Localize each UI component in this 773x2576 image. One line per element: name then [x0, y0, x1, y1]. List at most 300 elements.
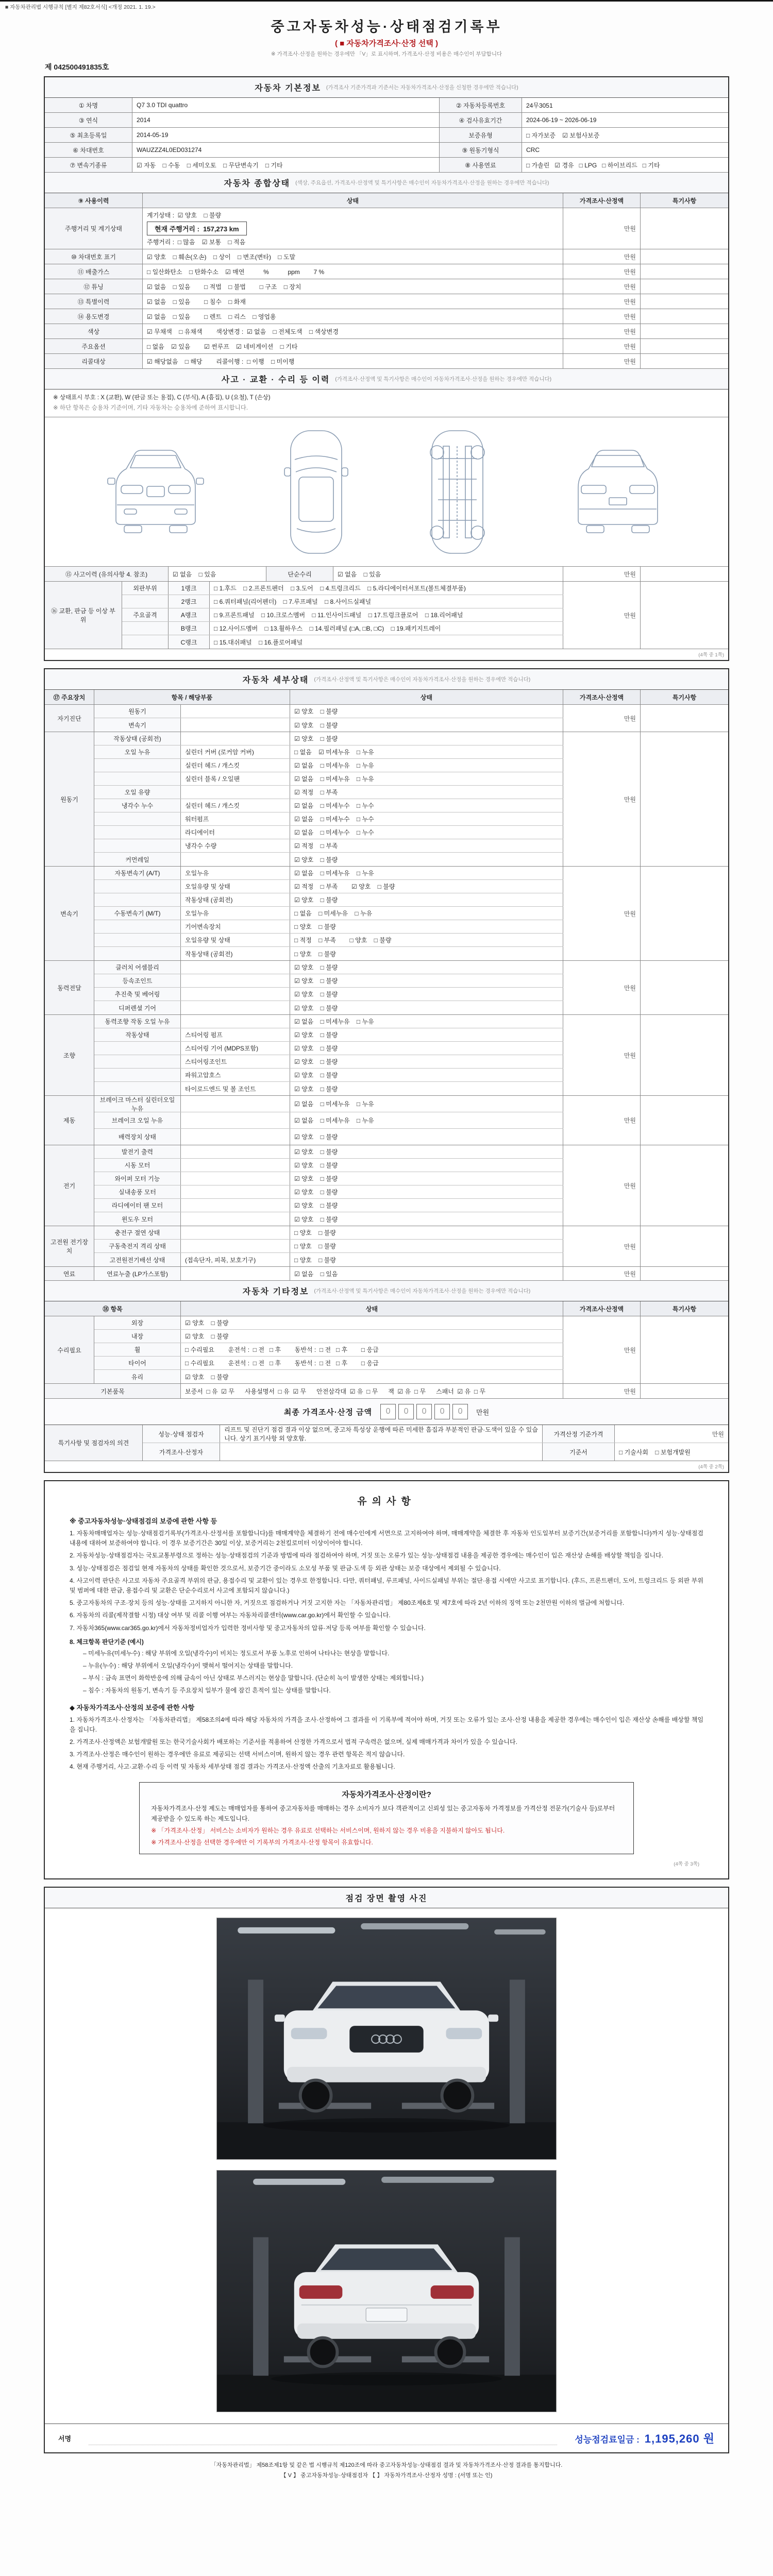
- device-item-row: [94, 1240, 563, 1253]
- field-value[interactable]: ☑ 자동 □ 수동 □ 세미오토 □ 무단변속기 □ 기타: [132, 158, 440, 172]
- item-checkboxes[interactable]: ☑ 양호 □ 불량: [290, 1185, 563, 1198]
- panel-checkboxes[interactable]: □ 9.프론트패널 □ 10.크로스멤버 □ 11.인사이드패널 □ 17.트렁크플로어 □ 18.리어패널: [210, 608, 563, 621]
- item-label: [94, 920, 181, 933]
- form-footer: [44, 2461, 729, 2481]
- item-checkboxes[interactable]: □ 수리필요 운전석 : □ 전 □ 후 동반석 : □ 전 □ 후 □ 응급: [181, 1343, 563, 1356]
- item-checkboxes[interactable]: ☑ 양호 □ 불량: [290, 961, 563, 974]
- panel-checkboxes[interactable]: □ 1.후드 □ 2.프론트펜더 □ 3.도어 □ 4.트렁크리드 □ 5.라디에이터서포트(볼트체결부품): [210, 582, 563, 595]
- item-part: [181, 1096, 290, 1112]
- basic-info-row: [45, 113, 728, 128]
- accident-history-row: [45, 567, 728, 582]
- note-blank[interactable]: [641, 705, 728, 732]
- overall-table: [45, 249, 728, 369]
- footer-line-2: 【 V 】 중고자동차성능·상태점검자 【 】 자동차가격조사·산정자 성명 : (서명 또는 인): [280, 2472, 493, 2479]
- car-damage-diagrams[interactable]: [45, 417, 728, 567]
- note-blank[interactable]: [641, 249, 728, 264]
- basic-section-title: [45, 77, 728, 98]
- price-blank[interactable]: 만원: [563, 279, 641, 294]
- row-checkboxes[interactable]: □ 없음 ☑ 있음 ☑ 썬루프 ☑ 네비게이션 □ 기타: [143, 339, 563, 353]
- row-label: ⑭ 용도변경: [45, 309, 143, 324]
- opinion-block: [45, 1425, 728, 1461]
- note-blank[interactable]: [641, 1267, 728, 1280]
- row-checkboxes[interactable]: ☑ 양호 □ 훼손(오손) □ 상이 □ 변조(변타) □ 도말: [143, 249, 563, 264]
- row-checkboxes[interactable]: ☑ 없음 □ 있음 □ 렌트 □ 리스 □ 영업용: [143, 309, 563, 324]
- note-blank[interactable]: [641, 1316, 728, 1383]
- item-part: 오일유량 및 상태: [181, 934, 290, 946]
- item-label: [94, 759, 181, 772]
- item-checkboxes[interactable]: ☑ 없음 □ 있음: [290, 1267, 563, 1280]
- basic-items-checkboxes[interactable]: 보증서 □ 유 ☑ 무 사용설명서 □ 유 ☑ 무 안전삼각대 ☑ 유 □ 무 잭 ☑ 유 □ 무 스패너 ☑ 유 □ 무: [181, 1384, 563, 1398]
- note-blank[interactable]: [641, 1096, 728, 1145]
- col-item: ⑱ 항목: [45, 1301, 181, 1316]
- item-checkboxes[interactable]: □ 수리필요 운전석 : □ 전 □ 후 동반석 : □ 전 □ 후 □ 응급: [181, 1357, 563, 1369]
- item-part: [181, 1001, 290, 1014]
- price-survey-select[interactable]: ( ■ 자동차가격조사·산정 선택 ): [334, 39, 439, 48]
- exchange-label: ⑯ 교환, 판금 등 이상 부위: [45, 582, 122, 649]
- item-part: 작동상태 (공회전): [181, 893, 290, 906]
- item-part: [181, 1145, 290, 1158]
- row-label: 리콜대상: [45, 354, 143, 368]
- panel-checkboxes[interactable]: □ 15.대쉬패널 □ 16.플로어패널: [210, 635, 563, 649]
- note-blank[interactable]: [641, 1384, 728, 1398]
- fee-label: 성능점검료일금 :: [575, 2435, 640, 2445]
- item-checkboxes[interactable]: ☑ 양호 □ 불량: [290, 1069, 563, 1081]
- field-label: ⑨ 원동기형식: [440, 143, 522, 157]
- row-label: ⑩ 차대번호 표기: [45, 249, 143, 264]
- item-checkboxes[interactable]: ☑ 양호 □ 불량: [181, 1370, 563, 1383]
- diagram-rear-view: [564, 444, 672, 539]
- mileage-value[interactable]: [143, 208, 563, 249]
- panel-checkboxes[interactable]: □ 6.쿼터패널(리어펜더) □ 7.루프패널 □ 8.사이드실패널: [210, 595, 563, 608]
- field-label: ⑥ 차대번호: [45, 143, 132, 157]
- item-checkboxes[interactable]: ☑ 양호 □ 불량: [290, 1055, 563, 1068]
- notices-list-2: [70, 1715, 703, 1772]
- device-item-row: [94, 1042, 563, 1055]
- accident-title-note: (가격조사·산정액 및 특기사항은 매수인이 자동차가격조사·산정을 원하는 경우에만 적습니다): [335, 376, 552, 382]
- item-part: [181, 1240, 290, 1252]
- price-blank[interactable]: 만원: [563, 1145, 641, 1226]
- row-label: ⑪ 배출가스: [45, 264, 143, 279]
- signature-area[interactable]: [89, 2432, 557, 2445]
- device-item-row: [94, 1028, 563, 1042]
- row-checkboxes[interactable]: ☑ 없음 □ 있음 □ 침수 □ 화재: [143, 294, 563, 309]
- note-blank[interactable]: [641, 264, 728, 279]
- device-group: [45, 867, 728, 961]
- item-checkboxes[interactable]: □ 양호 □ 불량: [290, 947, 563, 960]
- device-item-row: [94, 839, 563, 853]
- row-checkboxes[interactable]: ☑ 없음 □ 있음 □ 적법 □ 불법 □ 구조 □ 장치: [143, 279, 563, 294]
- row-label: 주요옵션: [45, 339, 143, 353]
- note-blank[interactable]: [641, 567, 728, 581]
- item-label: 냉각수 누수: [94, 799, 181, 812]
- device-item-row: [94, 745, 563, 759]
- section-photos: [44, 1887, 729, 2453]
- overall-title-text: 자동차 종합상태: [224, 179, 291, 188]
- device-item-row: [94, 718, 563, 732]
- device-name: 고전원 전기장치: [45, 1226, 94, 1266]
- item-checkboxes[interactable]: □ 없음 □ 미세누유 □ 누유: [290, 907, 563, 920]
- price-blank[interactable]: 만원: [563, 294, 641, 309]
- item-checkboxes[interactable]: ☑ 양호 □ 불량: [290, 1159, 563, 1172]
- overall-row: [45, 324, 728, 339]
- price-blank[interactable]: 만원: [563, 1015, 641, 1095]
- field-label: ④ 검사유효기간: [440, 113, 522, 127]
- item-label: 수동변속기 (M/T): [94, 907, 181, 920]
- rank-row: [122, 608, 563, 622]
- opinion-row-appraiser: [143, 1443, 728, 1461]
- note-blank[interactable]: [641, 324, 728, 338]
- price-blank[interactable]: 만원: [563, 961, 641, 1014]
- item-checkboxes[interactable]: ☑ 없음 □ 미세누수 □ 누수: [290, 826, 563, 839]
- price-blank[interactable]: 만원: [563, 582, 641, 649]
- item-label: 커먼레일: [94, 853, 181, 866]
- notice-paragraph: 3. 가격조사·산정은 매수인이 원하는 경우에만 유료로 제공되는 선택 서비스이며, 원하지 않는 경우 관련 항목은 적지 않습니다.: [70, 1751, 405, 1758]
- field-label: ⑤ 최초등록일: [45, 128, 132, 142]
- item-checkboxes[interactable]: ☑ 없음 □ 미세누유 □ 누유: [290, 772, 563, 785]
- item-label: 클러치 어셈블리: [94, 961, 181, 974]
- note-blank[interactable]: [641, 309, 728, 324]
- note-blank[interactable]: [641, 961, 728, 1014]
- field-value[interactable]: 2014: [132, 113, 440, 127]
- note-blank[interactable]: [641, 279, 728, 294]
- item-checkboxes[interactable]: ☑ 양호 □ 불량: [290, 732, 563, 745]
- item-checkboxes[interactable]: ☑ 적정 □ 부족 ☑ 양호 □ 불량: [290, 880, 563, 893]
- device-item-row: [94, 1253, 563, 1266]
- item-checkboxes[interactable]: □ 양호 □ 불량: [290, 1226, 563, 1239]
- field-label: ⑦ 변속기종류: [45, 158, 132, 172]
- notice-paragraph: 2. 가격조사·산정액은 보험개발원 또는 한국기술사회가 배포하는 기준서를 적용하여 산정한 가격으로서 법적 구속력은 없으며, 실제 매매가격과 차이가 있을 수 있습니다.: [70, 1738, 517, 1745]
- price-blank[interactable]: 만원: [563, 249, 641, 264]
- judge-item: – 부식 : 금속 표면이 화학반응에 의해 금속이 아닌 상태로 부스러지는 현상을 말합니다. (단순히 녹이 발생한 상태는 제외합니다.): [83, 1674, 424, 1682]
- price-blank[interactable]: 만원: [563, 324, 641, 338]
- item-part: [181, 1199, 290, 1212]
- photos-section-title: [45, 1888, 728, 1908]
- diagram-underbody-view: [423, 428, 492, 556]
- accident-history-checkboxes[interactable]: ☑ 없음 □ 있음: [169, 567, 266, 581]
- field-value[interactable]: 24무3051: [526, 101, 553, 109]
- item-checkboxes[interactable]: ☑ 없음 □ 미세누유 □ 누유: [290, 1096, 563, 1112]
- inspector-label: 성능·상태 점검자: [143, 1425, 220, 1443]
- rank-label: C랭크: [169, 635, 210, 649]
- device-items: [94, 1145, 563, 1226]
- device-item-row: [94, 772, 563, 786]
- item-checkboxes[interactable]: ☑ 양호 □ 불량: [290, 974, 563, 987]
- item-checkboxes[interactable]: ☑ 없음 □ 미세누유 □ 누유: [290, 759, 563, 772]
- basis-price-blank[interactable]: 만원: [712, 1430, 724, 1438]
- mileage-label: 주행거리 및 계기상태: [45, 208, 143, 249]
- field-value[interactable]: 2024-06-19 ~ 2026-06-19: [526, 116, 597, 124]
- item-part: 오일누유: [181, 867, 290, 879]
- device-name: 제동: [45, 1096, 94, 1145]
- detail-section-title: [45, 669, 728, 690]
- simple-repair-checkboxes[interactable]: ☑ 없음 □ 있음: [333, 567, 563, 581]
- price-blank[interactable]: 만원: [563, 1267, 641, 1280]
- inspection-photo-rear: [216, 2170, 557, 2412]
- final-amount-digit[interactable]: 0: [416, 1404, 432, 1419]
- item-label: 작동상태 (공회전): [94, 732, 181, 745]
- note-blank[interactable]: [641, 1145, 728, 1226]
- notice-paragraph: 1. 자동차매매업자는 성능·상태점검기록부(가격조사·산정서를 포함합니다)를 매매계약을 체결하기 전에 매수인에게 서면으로 고지하여야 하며, 매매계약을 체결한 후 자동차 인도일부터 보증기간(보증거리를 포함합니다)까지 성능·상태점검 내용에 대하여 보증하여야 합니다. 이 경우 보증기간은 30일 이상, 보증거리는 2천킬로미터 이상이어야 합니다.: [70, 1530, 703, 1547]
- item-checkboxes[interactable]: □ 없음 ☑ 미세누유 □ 누유: [290, 745, 563, 758]
- note-blank[interactable]: [641, 1015, 728, 1095]
- item-checkboxes[interactable]: ☑ 양호 □ 불량: [181, 1330, 563, 1343]
- item-checkboxes[interactable]: □ 양호 □ 불량: [290, 1240, 563, 1252]
- item-checkboxes[interactable]: ☑ 양호 □ 불량: [290, 988, 563, 1001]
- note-blank[interactable]: [641, 1226, 728, 1266]
- device-item-row: [94, 1112, 563, 1129]
- item-label: 발전기 출력: [94, 1145, 181, 1158]
- item-label: 추진축 및 베어링: [94, 988, 181, 1001]
- device-item-row: [94, 974, 563, 988]
- panel-checkboxes[interactable]: □ 12.사이드멤버 □ 13.휠하우스 □ 14.필러패널 (□A, □B, □C) □ 19.패키지트레이: [210, 622, 563, 635]
- item-part: 워터펌프: [181, 812, 290, 825]
- notice-paragraph: 3. 성능·상태점검은 점검일 현재 자동차의 상태를 확인한 것으로서, 보증기간 중이라도 소모성 부품 및 판금·도색 등 외관 상태는 보증 대상에서 제외될 수 있습니다.: [70, 1564, 501, 1572]
- mileage-range-checkboxes[interactable]: 주행거리 : □ 많음 ☑ 보통 □ 적음: [147, 239, 246, 246]
- item-checkboxes[interactable]: ☑ 양호 □ 불량: [290, 1172, 563, 1185]
- basic-info-row: [45, 98, 728, 113]
- item-part: [181, 974, 290, 987]
- final-amount-digit[interactable]: 0: [452, 1404, 468, 1419]
- notice-paragraph: 5. 중고자동차의 구조·장치 등의 성능·상태를 고지하지 아니한 자, 거짓으로 점검하거나 거짓 고지한 자는 「자동차관리법」 제80조제6호 및 제7호에 따라 2년 이하의 징역 또는 2천만원 이하의 벌금에 처합니다.: [70, 1599, 625, 1607]
- price-survey-note: ※ 가격조사·산정을 원하는 경우에만 「V」로 표시하며, 가격조사·산정 비용은 매수인이 부담합니다: [271, 51, 502, 57]
- item-checkboxes[interactable]: ☑ 없음 □ 미세누유 □ 누유: [290, 1015, 563, 1028]
- price-blank[interactable]: 만원: [563, 1316, 641, 1383]
- item-checkboxes[interactable]: ☑ 양호 □ 불량: [290, 1001, 563, 1014]
- item-checkboxes[interactable]: □ 적정 □ 부족 □ 양호 □ 불량: [290, 934, 563, 946]
- inspection-form: [44, 11, 729, 2481]
- col-state: 상태: [143, 193, 563, 208]
- item-part: [181, 1212, 290, 1226]
- item-checkboxes[interactable]: ☑ 없음 □ 미세누수 □ 누수: [290, 799, 563, 812]
- row-label: ⑬ 특별이력: [45, 294, 143, 309]
- item-part: [181, 718, 290, 732]
- item-checkboxes[interactable]: □ 양호 □ 불량: [290, 920, 563, 933]
- item-checkboxes[interactable]: ☑ 양호 □ 불량: [290, 1042, 563, 1055]
- device-item-row: [94, 786, 563, 799]
- detail-table: [45, 705, 728, 1281]
- item-label: [94, 1055, 181, 1068]
- device-item-row: [94, 853, 563, 866]
- item-part: 실린더 커버 (로커암 커버): [181, 745, 290, 758]
- item-checkboxes[interactable]: ☑ 양호 □ 불량: [290, 705, 563, 718]
- price-blank[interactable]: 만원: [563, 354, 641, 368]
- basic-items-row: [45, 1384, 728, 1399]
- device-item-row: [94, 893, 563, 907]
- device-item-row: [94, 1055, 563, 1069]
- note-blank[interactable]: [641, 867, 728, 960]
- device-item-row: [94, 934, 563, 947]
- judge-title: 8. 체크항목 판단기준 (예시): [70, 1638, 144, 1646]
- field-value[interactable]: 2014-05-19: [132, 128, 440, 142]
- note-blank[interactable]: [641, 582, 728, 649]
- item-checkboxes[interactable]: ☑ 양호 □ 불량: [290, 893, 563, 906]
- item-part: 실린더 헤드 / 개스킷: [181, 799, 290, 812]
- device-item-row: [94, 812, 563, 826]
- device-item-row: [94, 1172, 563, 1185]
- item-checkboxes[interactable]: ☑ 양호 □ 불량: [290, 718, 563, 732]
- final-amount-digit[interactable]: 0: [380, 1404, 396, 1419]
- repair-needed-group: [45, 1316, 728, 1384]
- device-item-row: [94, 1185, 563, 1199]
- note-blank[interactable]: [641, 339, 728, 353]
- row-checkboxes[interactable]: ☑ 해당없음 □ 해당 리콜이행 : □ 이행 □ 미이행: [143, 354, 563, 368]
- note-blank[interactable]: [641, 354, 728, 368]
- judge-item: – 미세누유(미세누수) : 해당 부위에 오일(냉각수)이 비치는 정도로서 부품 노후로 인하여 나타나는 현상을 말합니다.: [83, 1649, 390, 1657]
- repair-row: [94, 1357, 563, 1370]
- notice-paragraph: 6. 자동차의 리콜(제작결함 시정) 대상 여부 및 리콜 이행 여부는 자동차리콜센터(www.car.go.kr)에서 확인할 수 있습니다.: [70, 1612, 391, 1619]
- panel-group-label: [122, 635, 169, 649]
- price-blank[interactable]: 만원: [563, 1096, 641, 1145]
- note-blank[interactable]: [641, 208, 728, 249]
- appraiser-opinion[interactable]: [220, 1443, 543, 1461]
- device-item-row: [94, 1001, 563, 1014]
- judge-item: – 침수 : 자동차의 원동기, 변속기 등 주요장치 일부가 물에 잠긴 흔적이 있는 상태를 말합니다.: [83, 1687, 331, 1694]
- panel-group-label: [122, 595, 169, 608]
- price-blank[interactable]: 만원: [563, 264, 641, 279]
- item-part: [181, 853, 290, 866]
- item-part: [181, 961, 290, 974]
- field-value[interactable]: □ 자가보증 ☑ 보험사보증: [526, 131, 600, 139]
- page-mark: (4쪽 중 1쪽): [698, 652, 724, 658]
- device-items: [94, 961, 563, 1014]
- field-value[interactable]: Q7 3.0 TDI quattro: [132, 98, 440, 112]
- price-blank[interactable]: 만원: [563, 705, 641, 732]
- item-part: [181, 1185, 290, 1198]
- panel-group-label: 외판부위: [122, 582, 169, 595]
- exchange-rank-rows: [122, 582, 563, 649]
- device-items: [94, 705, 563, 732]
- section-page2: [44, 668, 729, 1473]
- device-item-row: [94, 880, 563, 893]
- field-value[interactable]: WAUZZZ4L0ED031274: [132, 143, 440, 157]
- item-checkboxes[interactable]: ☑ 적정 □ 부족: [290, 839, 563, 852]
- item-part: [181, 786, 290, 799]
- device-item-row: [94, 920, 563, 934]
- device-item-row: [94, 732, 563, 745]
- field-value[interactable]: CRC: [526, 146, 540, 154]
- device-name: 조향: [45, 1015, 94, 1095]
- item-checkboxes[interactable]: ☑ 없음 □ 미세누유 □ 누유: [290, 867, 563, 879]
- item-label: [94, 772, 181, 785]
- item-part: 오일유량 및 상태: [181, 880, 290, 893]
- note-blank[interactable]: [641, 732, 728, 866]
- form-header: [44, 11, 729, 76]
- rank-row: [122, 622, 563, 635]
- gauge-state-checkboxes[interactable]: 계기상태 : ☑ 양호 □ 불량: [147, 212, 222, 219]
- item-label: 고전원전기배선 상태: [94, 1253, 181, 1266]
- inspection-photo-front: [216, 1918, 557, 2160]
- item-checkboxes[interactable]: □ 양호 □ 불량: [290, 1253, 563, 1266]
- device-name: 연료: [45, 1267, 94, 1280]
- item-part: (접속단자, 피복, 보호기구): [181, 1253, 290, 1266]
- row-checkboxes[interactable]: ☑ 무채색 □ 유채색 색상변경 : ☑ 없음 □ 전체도색 □ 색상변경: [143, 324, 563, 338]
- item-checkboxes[interactable]: ☑ 양호 □ 불량: [290, 1145, 563, 1158]
- item-checkboxes[interactable]: ☑ 양호 □ 불량: [290, 1212, 563, 1226]
- item-label: 윈도우 모터: [94, 1212, 181, 1226]
- price-blank[interactable]: 만원: [563, 208, 641, 249]
- judge-item: – 누유(누수) : 해당 부위에서 오일(냉각수)이 맺혀서 떨어지는 상태를 말합니다.: [83, 1662, 293, 1669]
- price-blank[interactable]: 만원: [563, 309, 641, 324]
- item-label: 브레이크 오일 누유: [94, 1112, 181, 1128]
- item-checkboxes[interactable]: ☑ 양호 □ 불량: [290, 1129, 563, 1145]
- final-price-digits: [380, 1404, 468, 1419]
- item-label: 원동기: [94, 705, 181, 718]
- price-blank[interactable]: 만원: [563, 1226, 641, 1266]
- row-label: ⑫ 튜닝: [45, 279, 143, 294]
- item-checkboxes[interactable]: ☑ 양호 □ 불량: [290, 853, 563, 866]
- final-amount-digit[interactable]: 0: [434, 1404, 450, 1419]
- basis-book-checkboxes[interactable]: □ 기술사회 □ 보험개발원: [619, 1448, 691, 1456]
- item-label: 유리: [94, 1370, 181, 1383]
- overall-title-note: (색상, 주요옵션, 가격조사·산정액 및 특기사항은 매수인이 자동차가격조사·산정을 원하는 경우에만 적습니다): [295, 180, 549, 186]
- col-note: 특기사항: [641, 1301, 728, 1316]
- device-item-row: [94, 947, 563, 960]
- item-checkboxes[interactable]: ☑ 양호 □ 불량: [290, 1199, 563, 1212]
- device-item-row: [94, 1082, 563, 1095]
- legend-line-1: ※ 상태표시 부호 : X (교환), W (판금 또는 용접), C (부식), A (흠집), U (요철), T (손상): [53, 395, 271, 401]
- price-blank[interactable]: 만원: [563, 1384, 641, 1398]
- col-state: 상태: [181, 1301, 563, 1316]
- field-value[interactable]: □ 가솔린 ☑ 경유 □ LPG □ 하이브리드 □ 기타: [526, 161, 660, 169]
- current-mileage: 현재 주행거리 : 157,273 km: [147, 222, 247, 235]
- price-blank[interactable]: 만원: [563, 567, 641, 581]
- row-checkboxes[interactable]: □ 일산화탄소 □ 탄화수소 ☑ 매연 % ppm 7 %: [143, 264, 563, 279]
- overall-row: [45, 309, 728, 324]
- price-blank[interactable]: 만원: [563, 867, 641, 960]
- device-group: [45, 1226, 728, 1267]
- field-label: ② 자동차등록번호: [440, 98, 522, 112]
- col-device: ⑰ 주요장치: [45, 690, 94, 704]
- item-checkboxes[interactable]: ☑ 양호 □ 불량: [290, 1082, 563, 1095]
- appraiser-label: 가격조사·산정자: [143, 1443, 220, 1461]
- item-label: 내장: [94, 1330, 181, 1343]
- item-label: [94, 1069, 181, 1081]
- basic-items-label: 기본품목: [45, 1384, 181, 1398]
- item-checkboxes[interactable]: ☑ 없음 □ 미세누수 □ 누수: [290, 812, 563, 825]
- inspector-opinion[interactable]: 리프트 및 진단기 점검 결과 이상 없으며, 중고차 특성상 운행에 따른 미세한 흠집과 부분적인 판금·도색이 있을 수 있습니다. 상기 표기사항 외 양호함.: [220, 1425, 543, 1443]
- item-label: 자동변속기 (A/T): [94, 867, 181, 879]
- col-item: ⑨ 사용이력: [45, 193, 143, 208]
- etc-title-text: 자동차 기타정보: [242, 1287, 309, 1297]
- device-item-row: [94, 961, 563, 974]
- final-amount-digit[interactable]: 0: [398, 1404, 414, 1419]
- price-blank[interactable]: 만원: [563, 732, 641, 866]
- item-checkboxes[interactable]: ☑ 양호 □ 불량: [290, 1028, 563, 1041]
- notices-sub2: ◆ 자동차가격조사·산정의 보증에 관한 사항: [70, 1703, 195, 1711]
- device-group: [45, 1015, 728, 1096]
- device-name: 동력전달: [45, 961, 94, 1014]
- item-checkboxes[interactable]: ☑ 없음 □ 미세누유 □ 누유: [290, 1112, 563, 1128]
- item-part: 라디에이터: [181, 826, 290, 839]
- price-blank[interactable]: 만원: [563, 339, 641, 353]
- opinion-title: 특기사항 및 점검자의 의견: [45, 1425, 143, 1461]
- col-item: 항목 / 해당부품: [94, 690, 290, 704]
- repair-rows: [94, 1316, 563, 1383]
- notice-paragraph: 1. 자동차가격조사·산정자는 「자동차관리법」 제58조의4에 따라 해당 자동차의 가격을 조사·산정하여 그 결과를 이 기록부에 적어야 하며, 거짓 또는 오류가 있는 조사·산정 내용을 제공한 경우에는 매수인이 입은 재산상 손해를 배상할 책임을 집니다.: [70, 1716, 703, 1733]
- item-label: 연료누출 (LP가스포함): [94, 1267, 181, 1280]
- device-group: [45, 1267, 728, 1281]
- item-label: 구동축전지 격리 상태: [94, 1240, 181, 1252]
- item-label: [94, 947, 181, 960]
- final-price-row: [45, 1399, 728, 1425]
- item-label: 등속조인트: [94, 974, 181, 987]
- rank-label: A랭크: [169, 608, 210, 621]
- item-checkboxes[interactable]: ☑ 적정 □ 부족: [290, 786, 563, 799]
- item-checkboxes[interactable]: ☑ 양호 □ 불량: [181, 1316, 563, 1329]
- note-blank[interactable]: [641, 294, 728, 309]
- device-item-row: [94, 826, 563, 839]
- col-price: 가격조사·산정액: [563, 690, 641, 704]
